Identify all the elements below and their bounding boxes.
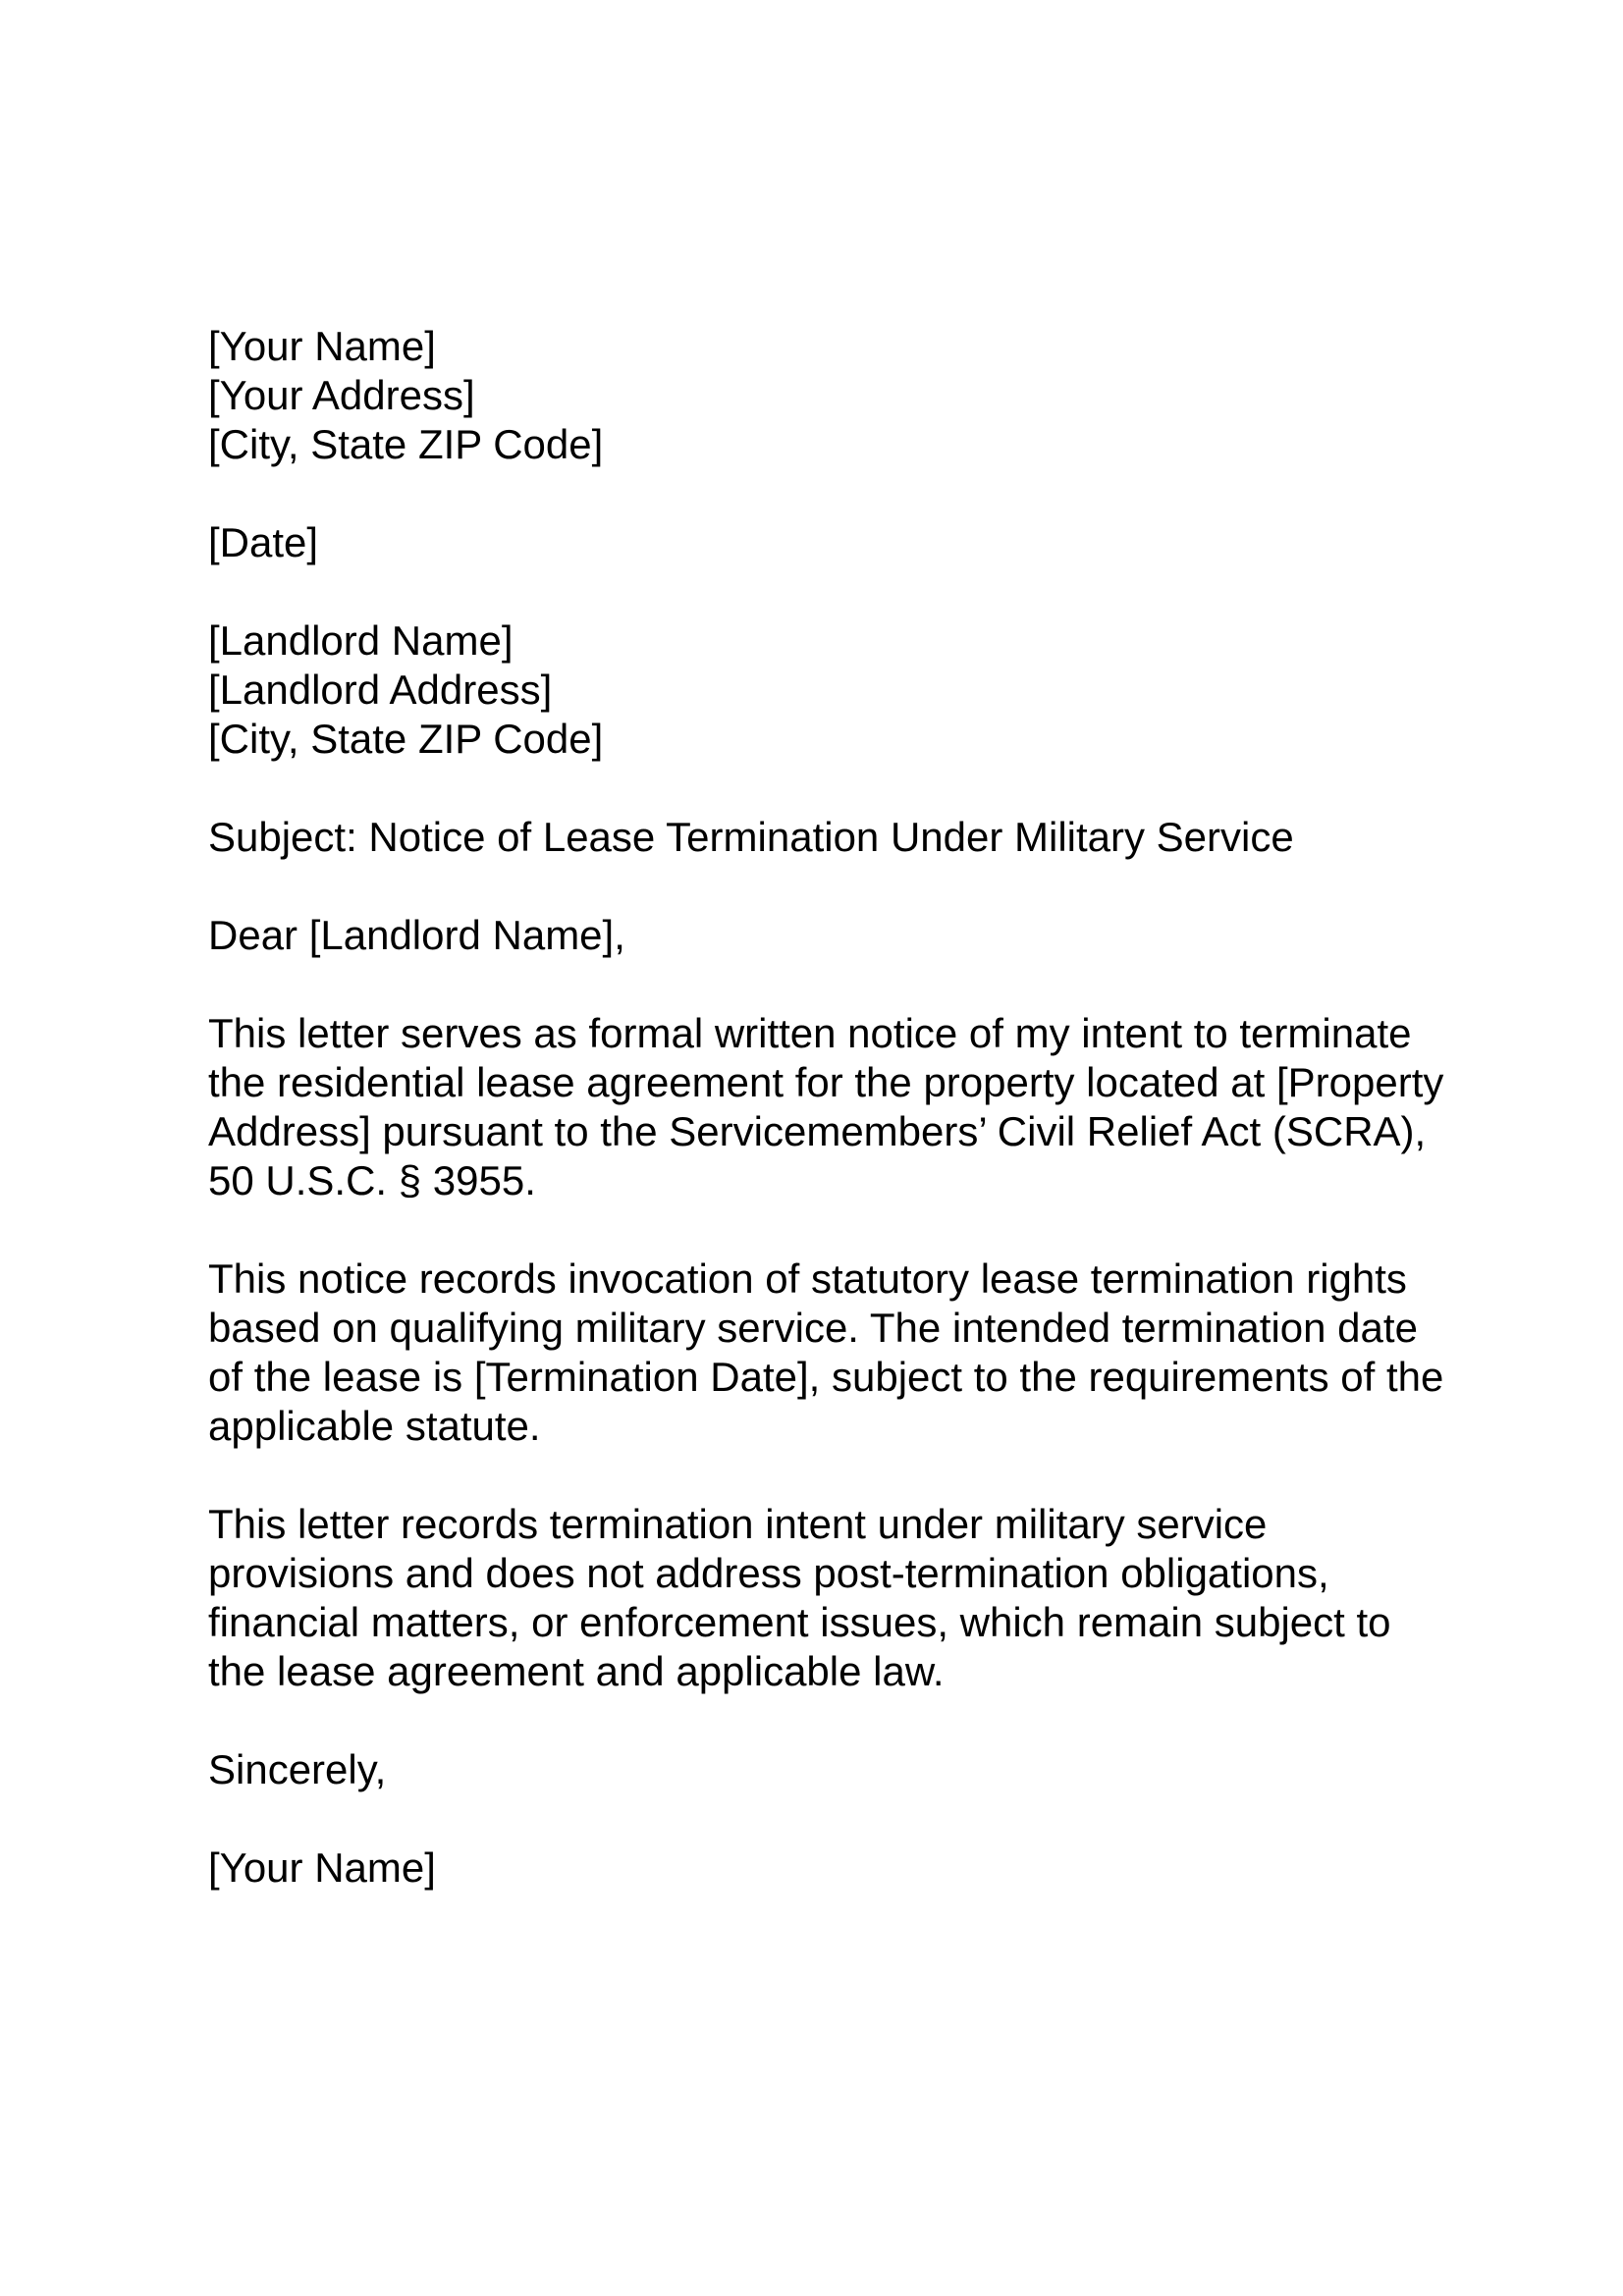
body-paragraph-3 xyxy=(208,1500,1514,1696)
body-paragraph-line: This notice records invocation of statutory lease termination rights xyxy=(208,1255,1407,1302)
sender-city-state-zip: [City, State ZIP Code] xyxy=(208,421,604,467)
body-paragraph-line: This letter records termination intent under military service xyxy=(208,1501,1268,1547)
sender-address: [Your Address] xyxy=(208,372,475,418)
subject-line: Subject: Notice of Lease Termination Under Military Service xyxy=(208,814,1294,860)
body-paragraph-line: the residential lease agreement for the property located at [Property xyxy=(208,1059,1444,1105)
recipient-block xyxy=(208,616,1514,764)
signature-block xyxy=(208,1843,1514,1893)
body-paragraph-line: 50 U.S.C. § 3955. xyxy=(208,1157,536,1203)
body-paragraph-line: of the lease is [Termination Date], subject to the requirements of the xyxy=(208,1354,1444,1400)
body-paragraph-line: Address] pursuant to the Servicemembers’ Civil Relief Act (SCRA), xyxy=(208,1108,1427,1154)
signature-name: [Your Name] xyxy=(208,1844,436,1891)
body-paragraph-2 xyxy=(208,1255,1514,1451)
date-block xyxy=(208,518,1514,567)
recipient-city-state-zip: [City, State ZIP Code] xyxy=(208,716,604,762)
closing: Sincerely, xyxy=(208,1746,387,1792)
body-paragraph-line: This letter serves as formal written notice of my intent to terminate xyxy=(208,1010,1412,1056)
body-paragraph-line: based on qualifying military service. The intended termination date xyxy=(208,1305,1418,1351)
body-paragraph-1 xyxy=(208,1009,1514,1205)
recipient-name: [Landlord Name] xyxy=(208,617,514,664)
salutation-block xyxy=(208,911,1514,960)
closing-block xyxy=(208,1745,1514,1794)
sender-name: [Your Name] xyxy=(208,323,436,369)
body-paragraph-line: applicable statute. xyxy=(208,1403,541,1449)
body-paragraph-line: provisions and does not address post-termination obligations, xyxy=(208,1550,1329,1596)
body-paragraph-line: the lease agreement and applicable law. xyxy=(208,1648,945,1694)
subject-block xyxy=(208,813,1514,862)
letter-date: [Date] xyxy=(208,519,319,565)
recipient-address: [Landlord Address] xyxy=(208,667,553,713)
sender-block xyxy=(208,322,1514,469)
body-paragraph-line: financial matters, or enforcement issues, which remain subject to xyxy=(208,1599,1391,1645)
salutation: Dear [Landlord Name], xyxy=(208,912,625,958)
letter-body xyxy=(208,322,1514,1893)
